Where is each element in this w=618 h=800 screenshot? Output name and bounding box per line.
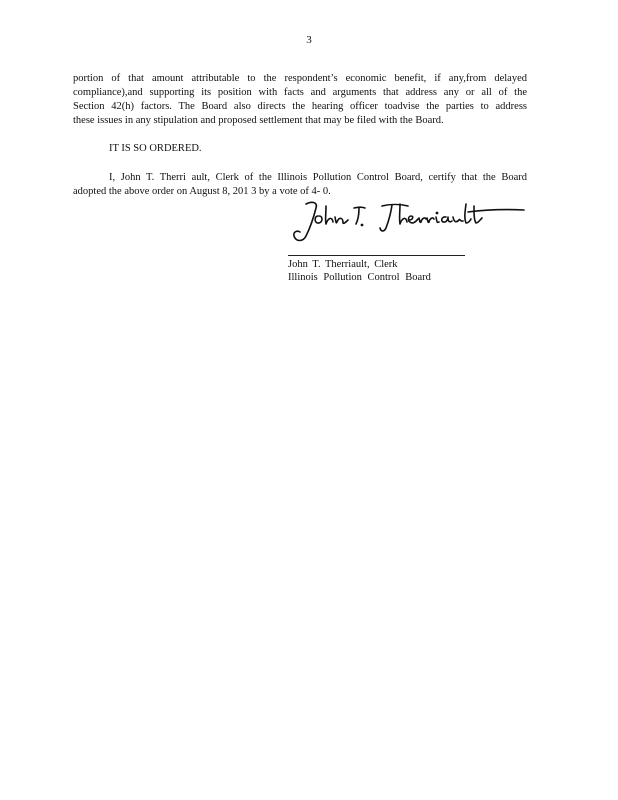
paragraph-penalty-arguments [73, 72, 527, 128]
board-name: Illinois Pollution Control Board [288, 272, 431, 283]
text-line: I, John T. Therri ault, Clerk of the Illinois Pollution Control Board, certify that the Board [109, 172, 527, 183]
text-line: these issues in any stipulation and proposed settlement that may be filed with the Board. [73, 115, 444, 126]
signature-line [288, 255, 465, 256]
text-line: compliance),and supporting its position with facts and arguments that address any or all of the [73, 87, 527, 98]
paragraph-certification [73, 171, 527, 199]
clerk-name: John T. Therriault, Clerk [288, 259, 398, 270]
signature-block [288, 258, 431, 284]
text-line: adopted the above order on August 8, 201 3 by a vote of 4- 0. [73, 186, 331, 197]
text-line: Section 42(h) factors. The Board also directs the hearing officer toadvise the parties to address [73, 101, 527, 112]
handwritten-signature [288, 198, 528, 244]
text-line: IT IS SO ORDERED. [109, 143, 202, 154]
page-number: 3 [306, 34, 312, 46]
so-ordered-line [109, 142, 409, 156]
text-line: portion of that amount attributable to the respondent’s economic benefit, if any,from delayed [73, 73, 527, 84]
